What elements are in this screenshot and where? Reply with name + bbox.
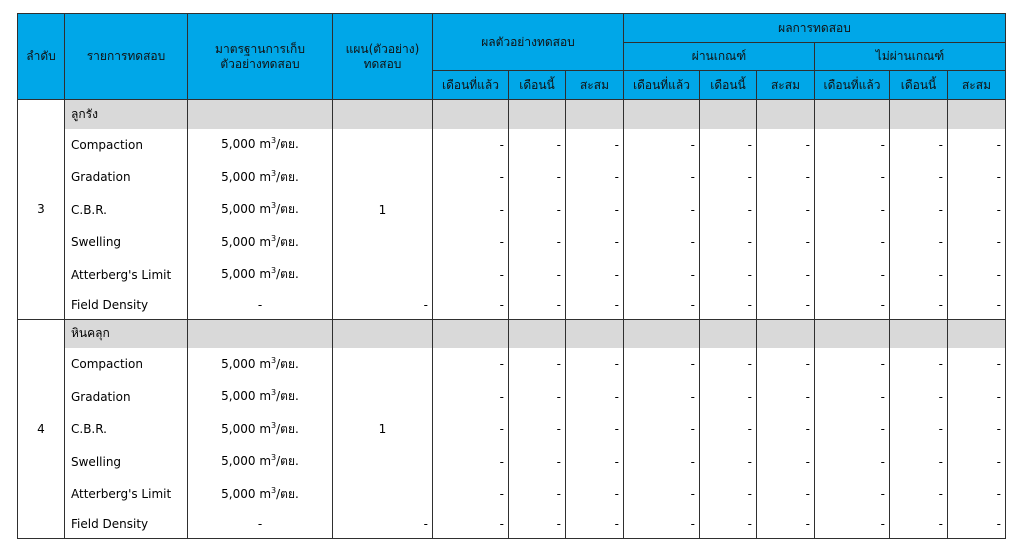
result-value-cell: - (624, 348, 700, 381)
result-value-cell: - (948, 259, 1006, 292)
sampling-standard (188, 381, 333, 414)
standard-exponent: 3 (271, 136, 277, 146)
result-value-cell: - (815, 259, 890, 292)
result-value-cell: - (890, 413, 948, 446)
standard-unit: /ตย. (276, 234, 299, 249)
test-item-name: Gradation (65, 161, 188, 194)
category-fill-cell (509, 100, 566, 129)
table-row (18, 413, 1006, 446)
result-value-cell: - (624, 226, 700, 259)
result-value-cell: - (433, 226, 509, 259)
standard-value: 5,000 m (221, 202, 272, 217)
category-fill-cell (757, 100, 815, 129)
result-value-cell: - (624, 161, 700, 194)
standard-unit: /ตย. (276, 137, 299, 152)
result-value-cell: - (566, 194, 624, 227)
result-value-cell: - (509, 129, 566, 162)
result-value-cell: - (566, 161, 624, 194)
header-item: รายการทดสอบ (65, 14, 188, 100)
standard-value: 5,000 m (221, 486, 272, 501)
result-value-cell: - (509, 194, 566, 227)
result-value-cell: - (433, 194, 509, 227)
result-value-cell: - (509, 226, 566, 259)
test-item-name: C.B.R. (65, 194, 188, 227)
result-value-cell: - (890, 478, 948, 511)
category-fill-cell (757, 319, 815, 348)
result-value-cell: - (700, 291, 757, 319)
result-value-cell: - (815, 194, 890, 227)
table-row (18, 161, 1006, 194)
result-value-cell: - (433, 446, 509, 479)
header-this-month: เดือนนี้ (509, 71, 566, 100)
result-value-cell: - (624, 413, 700, 446)
test-item-name: Swelling (65, 446, 188, 479)
sampling-standard (188, 413, 333, 446)
test-item-name: Field Density (65, 291, 188, 319)
result-value-cell: - (433, 348, 509, 381)
table-row (18, 478, 1006, 511)
result-value-cell: - (433, 413, 509, 446)
test-item-name: Compaction (65, 129, 188, 162)
category-fill-cell (815, 100, 890, 129)
result-value-cell: - (700, 129, 757, 162)
category-fill-cell (700, 100, 757, 129)
table-row (18, 194, 1006, 227)
result-value-cell: - (433, 381, 509, 414)
standard-value: 5,000 m (221, 169, 272, 184)
result-value-cell: - (700, 413, 757, 446)
standard-unit: /ตย. (276, 169, 299, 184)
result-value-cell: - (815, 413, 890, 446)
result-value-cell: - (700, 194, 757, 227)
category-fill-cell (566, 319, 624, 348)
standard-value: 5,000 m (221, 137, 272, 152)
result-value-cell: - (948, 511, 1006, 539)
result-value-cell: - (700, 446, 757, 479)
category-fill-cell (433, 319, 509, 348)
standard-unit: /ตย. (276, 486, 299, 501)
header-cumulative: สะสม (757, 71, 815, 100)
result-value-cell: - (624, 129, 700, 162)
result-value-cell: - (700, 478, 757, 511)
result-value-cell: - (566, 413, 624, 446)
result-value-cell: - (948, 226, 1006, 259)
header-sample-result: ผลตัวอย่างทดสอบ (433, 14, 624, 71)
sampling-standard (188, 194, 333, 227)
result-value-cell: - (757, 194, 815, 227)
row-seq-number: 4 (18, 319, 65, 539)
header-pass: ผ่านเกณฑ์ (624, 43, 815, 71)
sampling-standard (188, 226, 333, 259)
sampling-standard (188, 478, 333, 511)
test-item-name: Compaction (65, 348, 188, 381)
result-value-cell: - (890, 259, 948, 292)
test-item-name: Atterberg's Limit (65, 259, 188, 292)
result-value-cell: - (890, 348, 948, 381)
standard-value: 5,000 m (221, 234, 272, 249)
table-row (18, 226, 1006, 259)
table-row (18, 291, 1006, 319)
table-body (18, 100, 1006, 539)
table-row (18, 129, 1006, 162)
result-value-cell: - (948, 446, 1006, 479)
result-value-cell: - (815, 226, 890, 259)
plan-sample-count: 1 (333, 129, 433, 292)
result-value-cell: - (757, 413, 815, 446)
sampling-standard (188, 511, 333, 539)
result-value-cell: - (890, 381, 948, 414)
header-test-result: ผลการทดสอบ (624, 14, 1006, 43)
result-value-cell: - (948, 381, 1006, 414)
result-value-cell: - (815, 291, 890, 319)
result-value-cell: - (757, 446, 815, 479)
category-fill-cell (948, 319, 1006, 348)
sampling-standard (188, 129, 333, 162)
table-row (18, 259, 1006, 292)
sampling-standard (188, 446, 333, 479)
standard-unit: /ตย. (276, 389, 299, 404)
category-fill-cell (333, 100, 433, 129)
standard-exponent: 3 (271, 485, 277, 495)
standard-value: - (257, 297, 263, 312)
header-this-month: เดือนนี้ (700, 71, 757, 100)
header-standard: มาตรฐานการเก็บตัวอย่างทดสอบ (188, 14, 333, 100)
result-value-cell: - (890, 129, 948, 162)
result-value-cell: - (624, 381, 700, 414)
result-value-cell: - (948, 194, 1006, 227)
result-value-cell: - (890, 511, 948, 539)
result-value-cell: - (509, 413, 566, 446)
test-item-name: Atterberg's Limit (65, 478, 188, 511)
result-value-cell: - (948, 161, 1006, 194)
standard-value: - (257, 517, 263, 532)
result-value-cell: - (566, 129, 624, 162)
sampling-standard (188, 259, 333, 292)
category-fill-cell (948, 100, 1006, 129)
result-value-cell: - (433, 129, 509, 162)
result-value-cell: - (890, 194, 948, 227)
row-seq-number: 3 (18, 100, 65, 320)
category-label: หินคลุก (65, 319, 188, 348)
result-value-cell: - (566, 478, 624, 511)
standard-unit: /ตย. (276, 356, 299, 371)
standard-exponent: 3 (271, 453, 277, 463)
result-value-cell: - (509, 478, 566, 511)
standard-value: 5,000 m (221, 356, 272, 371)
standard-exponent: 3 (271, 355, 277, 365)
result-value-cell: - (566, 381, 624, 414)
header-plan: แผน(ตัวอย่าง) ทดสอบ (333, 14, 433, 100)
result-value-cell: - (757, 161, 815, 194)
standard-value: 5,000 m (221, 389, 272, 404)
header-last-month: เดือนที่แล้ว (624, 71, 700, 100)
result-value-cell: - (757, 259, 815, 292)
result-value-cell: - (948, 413, 1006, 446)
header-this-month: เดือนนี้ (890, 71, 948, 100)
result-value-cell: - (815, 446, 890, 479)
result-value-cell: - (757, 129, 815, 162)
standard-value: 5,000 m (221, 421, 272, 436)
category-fill-cell (188, 100, 333, 129)
result-value-cell: - (433, 161, 509, 194)
result-value-cell: - (509, 381, 566, 414)
category-row (18, 319, 1006, 348)
category-row (18, 100, 1006, 129)
category-fill-cell (890, 319, 948, 348)
result-value-cell: - (757, 226, 815, 259)
result-value-cell: - (948, 478, 1006, 511)
result-value-cell: - (948, 291, 1006, 319)
standard-unit: /ตย. (276, 421, 299, 436)
result-value-cell: - (509, 291, 566, 319)
category-fill-cell (890, 100, 948, 129)
test-item-name: Swelling (65, 226, 188, 259)
result-value-cell: - (566, 446, 624, 479)
sampling-standard (188, 348, 333, 381)
result-value-cell: - (509, 348, 566, 381)
standard-unit: /ตย. (276, 267, 299, 282)
result-value-cell: - (624, 446, 700, 479)
header-last-month: เดือนที่แล้ว (815, 71, 890, 100)
result-value-cell: - (890, 161, 948, 194)
result-value-cell: - (624, 291, 700, 319)
category-fill-cell (566, 100, 624, 129)
result-value-cell: - (566, 226, 624, 259)
plan-sample-count: - (333, 511, 433, 539)
result-value-cell: - (433, 291, 509, 319)
result-value-cell: - (700, 259, 757, 292)
category-fill-cell (433, 100, 509, 129)
standard-value: 5,000 m (221, 267, 272, 282)
test-item-name: Field Density (65, 511, 188, 539)
result-value-cell: - (624, 194, 700, 227)
standard-unit: /ตย. (276, 454, 299, 469)
result-value-cell: - (700, 511, 757, 539)
result-value-cell: - (700, 161, 757, 194)
result-value-cell: - (890, 226, 948, 259)
header-cumulative: สะสม (948, 71, 1006, 100)
sampling-standard (188, 291, 333, 319)
header-last-month: เดือนที่แล้ว (433, 71, 509, 100)
result-value-cell: - (509, 259, 566, 292)
result-value-cell: - (757, 478, 815, 511)
result-value-cell: - (815, 511, 890, 539)
result-value-cell: - (700, 226, 757, 259)
result-value-cell: - (815, 381, 890, 414)
category-fill-cell (333, 319, 433, 348)
standard-unit: /ตย. (276, 202, 299, 217)
result-value-cell: - (624, 478, 700, 511)
test-item-name: Gradation (65, 381, 188, 414)
plan-sample-count: 1 (333, 348, 433, 511)
category-label: ลูกรัง (65, 100, 188, 129)
result-value-cell: - (700, 348, 757, 381)
table-row (18, 348, 1006, 381)
result-value-cell: - (890, 291, 948, 319)
header-seq: ลำดับ (18, 14, 65, 100)
result-value-cell: - (815, 348, 890, 381)
result-value-cell: - (509, 446, 566, 479)
table-row (18, 381, 1006, 414)
category-fill-cell (815, 319, 890, 348)
standard-exponent: 3 (271, 388, 277, 398)
result-value-cell: - (566, 348, 624, 381)
result-value-cell: - (566, 259, 624, 292)
result-value-cell: - (757, 291, 815, 319)
category-fill-cell (700, 319, 757, 348)
result-value-cell: - (948, 348, 1006, 381)
category-fill-cell (509, 319, 566, 348)
result-value-cell: - (757, 511, 815, 539)
result-value-cell: - (624, 511, 700, 539)
standard-exponent: 3 (271, 168, 277, 178)
result-value-cell: - (815, 161, 890, 194)
result-value-cell: - (815, 478, 890, 511)
table-header (18, 14, 1006, 100)
result-value-cell: - (757, 381, 815, 414)
result-value-cell: - (757, 348, 815, 381)
standard-exponent: 3 (271, 201, 277, 211)
standard-exponent: 3 (271, 266, 277, 276)
result-value-cell: - (509, 161, 566, 194)
test-item-name: C.B.R. (65, 413, 188, 446)
result-value-cell: - (815, 129, 890, 162)
standard-value: 5,000 m (221, 454, 272, 469)
test-results-table (17, 13, 1006, 539)
header-cumulative: สะสม (566, 71, 624, 100)
result-value-cell: - (566, 511, 624, 539)
result-value-cell: - (700, 381, 757, 414)
category-fill-cell (624, 100, 700, 129)
category-fill-cell (624, 319, 700, 348)
result-value-cell: - (624, 259, 700, 292)
category-fill-cell (188, 319, 333, 348)
header-fail: ไม่ผ่านเกณฑ์ (815, 43, 1006, 71)
result-value-cell: - (509, 511, 566, 539)
result-value-cell: - (433, 259, 509, 292)
result-value-cell: - (890, 446, 948, 479)
result-value-cell: - (433, 511, 509, 539)
sampling-standard (188, 161, 333, 194)
standard-exponent: 3 (271, 233, 277, 243)
table-row (18, 511, 1006, 539)
standard-exponent: 3 (271, 420, 277, 430)
table-row (18, 446, 1006, 479)
result-value-cell: - (948, 129, 1006, 162)
plan-sample-count: - (333, 291, 433, 319)
result-value-cell: - (566, 291, 624, 319)
result-value-cell: - (433, 478, 509, 511)
